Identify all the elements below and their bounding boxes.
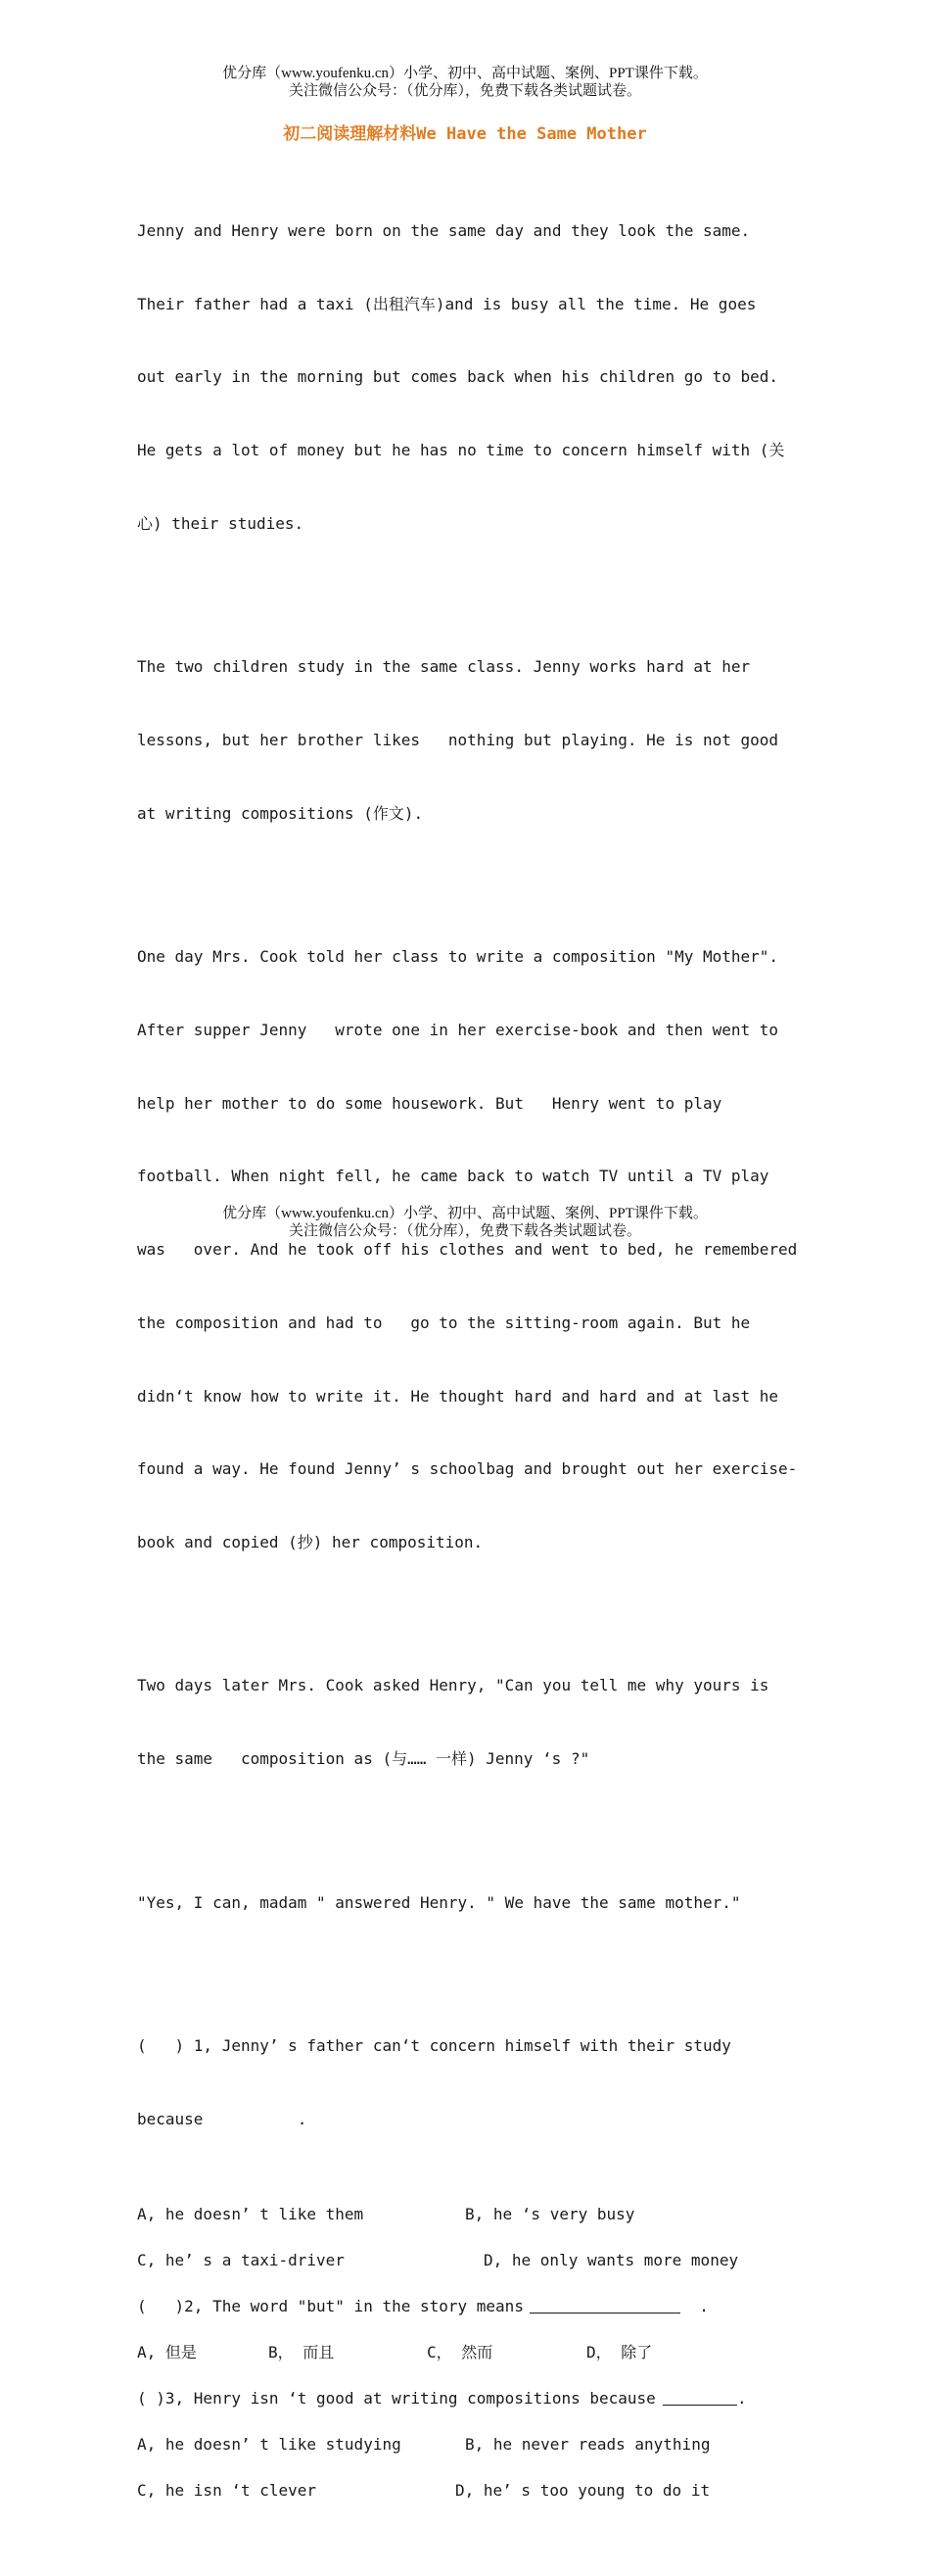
text-line: at writing compositions (作文). bbox=[137, 803, 424, 823]
option-b: B， 而且 bbox=[268, 2342, 335, 2361]
text-line: After supper Jenny wrote one in her exercise-book and then went to bbox=[137, 1020, 779, 1039]
text-line: He gets a lot of money but he has no time to concern himself with (关 bbox=[137, 440, 785, 459]
passage-paragraph-5 bbox=[137, 1842, 803, 1965]
question-3-options-ab bbox=[137, 2433, 803, 2457]
page-footer bbox=[0, 1205, 930, 1240]
text-line: book and copied (抄) her composition. bbox=[137, 1532, 484, 1551]
question-1-options-cd bbox=[137, 2249, 803, 2273]
option-d: D， 除了 bbox=[586, 2342, 653, 2361]
passage-paragraph-2 bbox=[137, 606, 803, 875]
header-line-1: 优分库（www.youfenku.cn）小学、初中、高中试题、案例、PPT课件下载。 bbox=[222, 66, 708, 81]
question-2-options bbox=[137, 2341, 803, 2365]
text-line: didn‘t know how to write it. He thought hard and hard and at last he bbox=[137, 1386, 779, 1406]
question-text: ( )3, Henry isn ‘t good at writing compositions because bbox=[137, 2388, 656, 2408]
passage-paragraph-1 bbox=[137, 170, 803, 585]
option-a: A, he doesn’ t like them bbox=[137, 2204, 364, 2223]
question-3-stem bbox=[137, 2387, 803, 2411]
option-d: D, he only wants more money bbox=[484, 2250, 739, 2269]
text-line: out early in the morning but comes back when his children go to bed. bbox=[137, 367, 779, 387]
option-b: B, he ‘s very busy bbox=[465, 2204, 635, 2223]
header-line-2: 关注微信公众号：（优分库），免费下载各类试题试卷。 bbox=[288, 83, 641, 99]
option-c: C， 然而 bbox=[427, 2342, 493, 2361]
option-d: D, he’ s too young to do it bbox=[455, 2480, 711, 2500]
question-text: ( )2, The word "but" in the story means bbox=[137, 2296, 524, 2315]
passage-paragraph-3 bbox=[137, 896, 803, 1603]
answer-blank bbox=[663, 2387, 737, 2406]
option-c: C, he’ s a taxi-driver bbox=[137, 2250, 345, 2269]
question-1-stem bbox=[137, 1985, 803, 2180]
text-line: the composition and had to go to the sitting-room again. But he bbox=[137, 1312, 751, 1332]
footer-line-2: 关注微信公众号：（优分库），免费下载各类试题试卷。 bbox=[288, 1223, 641, 1239]
text-line: One day Mrs. Cook told her class to write a composition "My Mother". bbox=[137, 947, 779, 967]
text-line: football. When night fell, he came back to watch TV until a TV play bbox=[137, 1167, 769, 1186]
text-line: 心) their studies. bbox=[137, 513, 304, 533]
question-text: because . bbox=[137, 2109, 307, 2128]
question-text-end: . bbox=[737, 2388, 747, 2408]
page-header bbox=[0, 65, 930, 100]
question-1-options-ab bbox=[137, 2203, 803, 2227]
text-line: found a way. He found Jenny’ s schoolbag and brought out her exercise- bbox=[137, 1459, 798, 1479]
question-text-end: . bbox=[680, 2296, 709, 2315]
passage-paragraph-4 bbox=[137, 1626, 803, 1821]
text-line: "Yes, I can, madam " answered Henry. " We have the same mother." bbox=[137, 1892, 741, 1912]
question-text: ( ) 1, Jenny’ s father can‘t concern himself with their study bbox=[137, 2036, 731, 2056]
text-line: help her mother to do some housework. But Henry went to play bbox=[137, 1093, 722, 1113]
text-line: The two children study in the same class. Jenny works hard at her bbox=[137, 657, 751, 677]
option-a: A, 但是 bbox=[137, 2342, 197, 2361]
document-title: 初二阅读理解材料We Have the Same Mother bbox=[283, 124, 647, 144]
question-3-options-cd bbox=[137, 2479, 803, 2504]
footer-line-1: 优分库（www.youfenku.cn）小学、初中、高中试题、案例、PPT课件下载。 bbox=[222, 1206, 708, 1221]
text-line: Their father had a taxi (出租汽车)and is busy all the time. He goes bbox=[137, 294, 757, 313]
text-line: was over. And he took off his clothes and went to bed, he remembered bbox=[137, 1240, 798, 1260]
option-a: A, he doesn’ t like studying bbox=[137, 2434, 401, 2454]
text-line: the same composition as (与…… 一样) Jenny ‘s ?" bbox=[137, 1749, 590, 1769]
option-c: C, he isn ‘t clever bbox=[137, 2480, 317, 2500]
text-line: Jenny and Henry were born on the same day and they look the same. bbox=[137, 220, 751, 240]
text-line: lessons, but her brother likes nothing but playing. He is not good bbox=[137, 730, 779, 749]
text-line: Two days later Mrs. Cook asked Henry, "Can you tell me why yours is bbox=[137, 1676, 769, 1695]
option-b: B, he never reads anything bbox=[465, 2434, 711, 2454]
document-body bbox=[137, 170, 803, 2525]
question-2-stem bbox=[137, 2295, 803, 2319]
answer-blank bbox=[530, 2295, 680, 2314]
